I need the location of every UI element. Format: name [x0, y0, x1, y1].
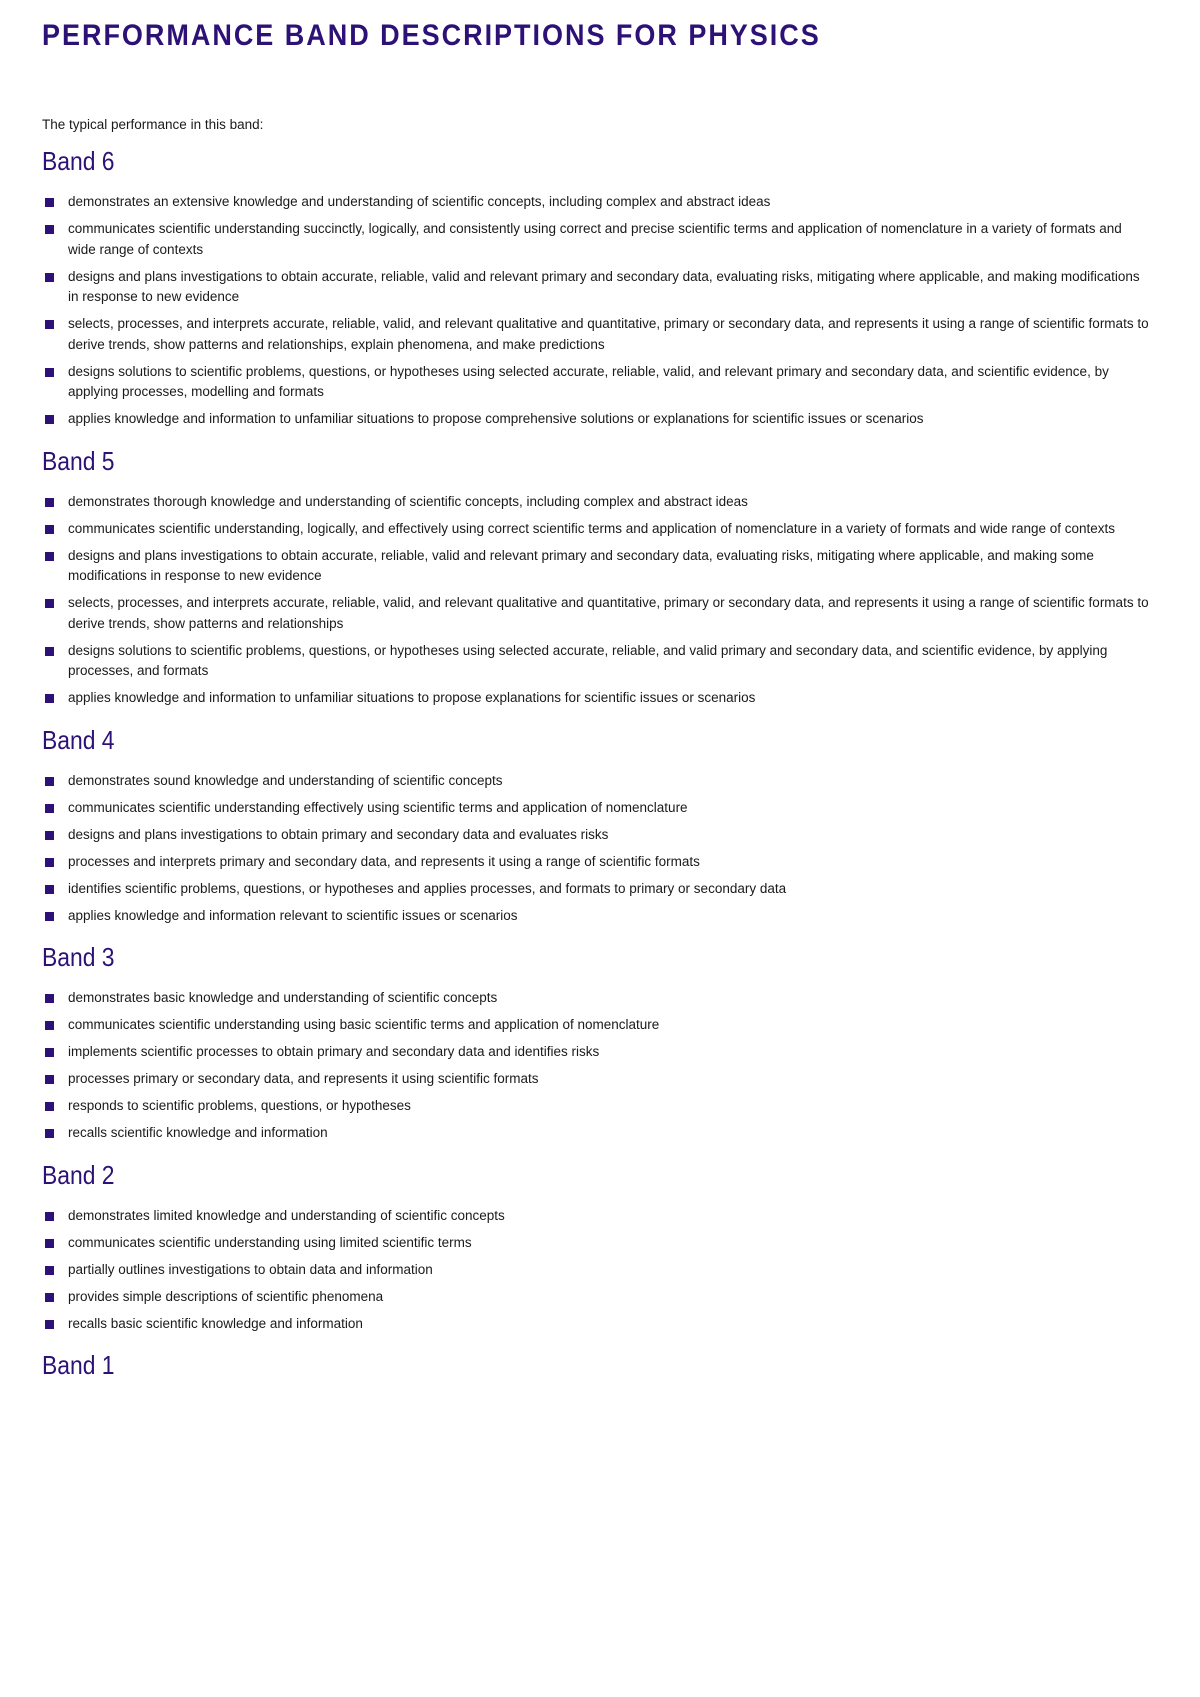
band-section: [42, 446, 1152, 709]
list-item-text: selects, processes, and interprets accurate, reliable, valid, and relevant qualitative and quantitative, primary or secondary data, and represents it using a range of scientific formats to derive trends, show patterns and relationships, explain phenomena, and make predictions: [68, 316, 1149, 352]
square-bullet-icon: [45, 1102, 54, 1111]
list-item: [42, 362, 1152, 403]
list-item-text: recalls basic scientific knowledge and information: [68, 1315, 363, 1331]
list-item-text: identifies scientific problems, questions, or hypotheses and applies processes, and formats to primary or secondary data: [68, 880, 787, 896]
list-item: [42, 546, 1152, 587]
list-item-text: designs and plans investigations to obtain accurate, reliable, valid and relevant primary and secondary data, evaluating risks, mitigating where applicable, and making modifications in response to new evidence: [68, 268, 1140, 304]
list-item-text: applies knowledge and information to unfamiliar situations to propose explanations for scientific issues or scenarios: [68, 690, 756, 705]
list-item: [42, 1015, 1152, 1036]
list-item: [42, 492, 1152, 513]
square-bullet-icon: [45, 858, 54, 867]
list-item-text: designs solutions to scientific problems, questions, or hypotheses using selected accurate, reliable, valid, and relevant primary and secondary data, and scientific evidence, by applying processes, modelling and formats: [68, 363, 1109, 399]
list-item: [42, 798, 1152, 819]
square-bullet-icon: [45, 1320, 54, 1329]
square-bullet-icon: [45, 320, 54, 329]
list-item-text: communicates scientific understanding using limited scientific terms: [68, 1234, 472, 1250]
band-heading: Band 4: [42, 724, 115, 755]
list-item-text: demonstrates thorough knowledge and understanding of scientific concepts, including complex and abstract ideas: [68, 493, 748, 509]
square-bullet-icon: [45, 225, 54, 234]
square-bullet-icon: [45, 368, 54, 377]
square-bullet-icon: [45, 647, 54, 656]
list-item-text: applies knowledge and information relevant to scientific issues or scenarios: [68, 907, 518, 923]
square-bullet-icon: [45, 498, 54, 507]
square-bullet-icon: [45, 525, 54, 534]
list-item: [42, 1233, 1152, 1254]
list-item-text: processes primary or secondary data, and represents it using scientific formats: [68, 1071, 539, 1086]
list-item: [42, 1314, 1152, 1335]
list-item-text: provides simple descriptions of scientific phenomena: [68, 1288, 384, 1304]
list-item: [42, 219, 1152, 260]
list-item-text: demonstrates sound knowledge and understanding of scientific concepts: [68, 772, 503, 788]
band-heading: Band 1: [42, 1350, 115, 1380]
square-bullet-icon: [45, 777, 54, 786]
bands-container: [42, 146, 1152, 1380]
band-section: [42, 725, 1152, 927]
list-item: [42, 409, 1152, 430]
band-criteria-list: [42, 492, 1152, 709]
band-section: [42, 1350, 1152, 1380]
list-item-text: communicates scientific understanding effectively using scientific terms and application of nomenclature: [68, 799, 688, 815]
band-section: [42, 942, 1152, 1144]
square-bullet-icon: [45, 1293, 54, 1302]
band-heading: Band 3: [42, 942, 115, 972]
square-bullet-icon: [45, 694, 54, 703]
list-item-text: designs solutions to scientific problems, questions, or hypotheses using selected accurate, reliable, and valid primary and secondary data, and scientific evidence, by applying processes, and formats: [68, 642, 1108, 678]
list-item: [42, 1069, 1152, 1090]
band-heading: Band 6: [42, 146, 115, 176]
list-item: [42, 1042, 1152, 1063]
square-bullet-icon: [45, 1266, 54, 1275]
list-item-text: communicates scientific understanding using basic scientific terms and application of nomenclature: [68, 1017, 660, 1032]
list-item: [42, 771, 1152, 792]
square-bullet-icon: [45, 804, 54, 813]
list-item-text: demonstrates an extensive knowledge and understanding of scientific concepts, including complex and abstract ideas: [68, 194, 771, 209]
list-item-text: partially outlines investigations to obtain data and information: [68, 1261, 433, 1277]
list-item: [42, 1096, 1152, 1117]
list-item-text: implements scientific processes to obtain primary and secondary data and identifies risks: [68, 1044, 600, 1059]
square-bullet-icon: [45, 1075, 54, 1084]
band-criteria-list: [42, 1206, 1152, 1335]
square-bullet-icon: [45, 198, 54, 207]
list-item: [42, 519, 1152, 540]
list-item-text: designs and plans investigations to obtain accurate, reliable, valid and relevant primary and secondary data, evaluating risks, mitigating where applicable, and making some modifications in response to new evidence: [68, 547, 1094, 583]
square-bullet-icon: [45, 831, 54, 840]
list-item: [42, 825, 1152, 846]
intro-text: The typical performance in this band:: [42, 117, 264, 132]
band-criteria-list: [42, 988, 1152, 1144]
band-section: [42, 1160, 1152, 1335]
list-item: [42, 1287, 1152, 1308]
list-item: [42, 688, 1152, 709]
list-item: [42, 267, 1152, 308]
list-item: [42, 593, 1152, 634]
list-item-text: designs and plans investigations to obtain primary and secondary data and evaluates risks: [68, 826, 609, 842]
list-item: [42, 879, 1152, 900]
list-item: [42, 906, 1152, 927]
band-criteria-list: [42, 192, 1152, 430]
list-item-text: processes and interprets primary and secondary data, and represents it using a range of scientific formats: [68, 853, 700, 869]
square-bullet-icon: [45, 415, 54, 424]
list-item-text: communicates scientific understanding, logically, and effectively using correct scientific terms and application of nomenclature in a variety of formats and wide range of contexts: [68, 520, 1116, 536]
square-bullet-icon: [45, 912, 54, 921]
list-item-text: applies knowledge and information to unfamiliar situations to propose comprehensive solutions or explanations for scientific issues or scenarios: [68, 411, 924, 426]
square-bullet-icon: [45, 1239, 54, 1248]
list-item: [42, 988, 1152, 1009]
square-bullet-icon: [45, 1212, 54, 1221]
square-bullet-icon: [45, 599, 54, 608]
list-item: [42, 314, 1152, 355]
square-bullet-icon: [45, 273, 54, 282]
list-item: [42, 852, 1152, 873]
document-page: [42, 0, 1152, 1380]
list-item: [42, 1260, 1152, 1281]
list-item-text: selects, processes, and interprets accurate, reliable, valid, and relevant qualitative and quantitative, primary or secondary data, and represents it using a range of scientific formats to derive trends, show patterns and relationships: [68, 595, 1149, 631]
square-bullet-icon: [45, 885, 54, 894]
square-bullet-icon: [45, 1129, 54, 1138]
document-title: PERFORMANCE BAND DESCRIPTIONS FOR PHYSICS: [42, 19, 821, 52]
list-item-text: communicates scientific understanding succinctly, logically, and consistently using correct and precise scientific terms and application of nomenclature in a variety of formats and wide range of contexts: [68, 221, 1122, 257]
band-heading: Band 2: [42, 1159, 115, 1190]
band-heading: Band 5: [42, 445, 115, 476]
list-item-text: recalls scientific knowledge and information: [68, 1125, 328, 1140]
list-item-text: demonstrates limited knowledge and understanding of scientific concepts: [68, 1207, 505, 1223]
list-item: [42, 1206, 1152, 1227]
list-item: [42, 1123, 1152, 1144]
square-bullet-icon: [45, 552, 54, 561]
band-criteria-list: [42, 771, 1152, 927]
square-bullet-icon: [45, 1048, 54, 1057]
list-item: [42, 641, 1152, 682]
band-section: [42, 146, 1152, 430]
square-bullet-icon: [45, 1021, 54, 1030]
square-bullet-icon: [45, 994, 54, 1003]
list-item: [42, 192, 1152, 213]
list-item-text: responds to scientific problems, questions, or hypotheses: [68, 1098, 411, 1113]
list-item-text: demonstrates basic knowledge and understanding of scientific concepts: [68, 990, 498, 1005]
